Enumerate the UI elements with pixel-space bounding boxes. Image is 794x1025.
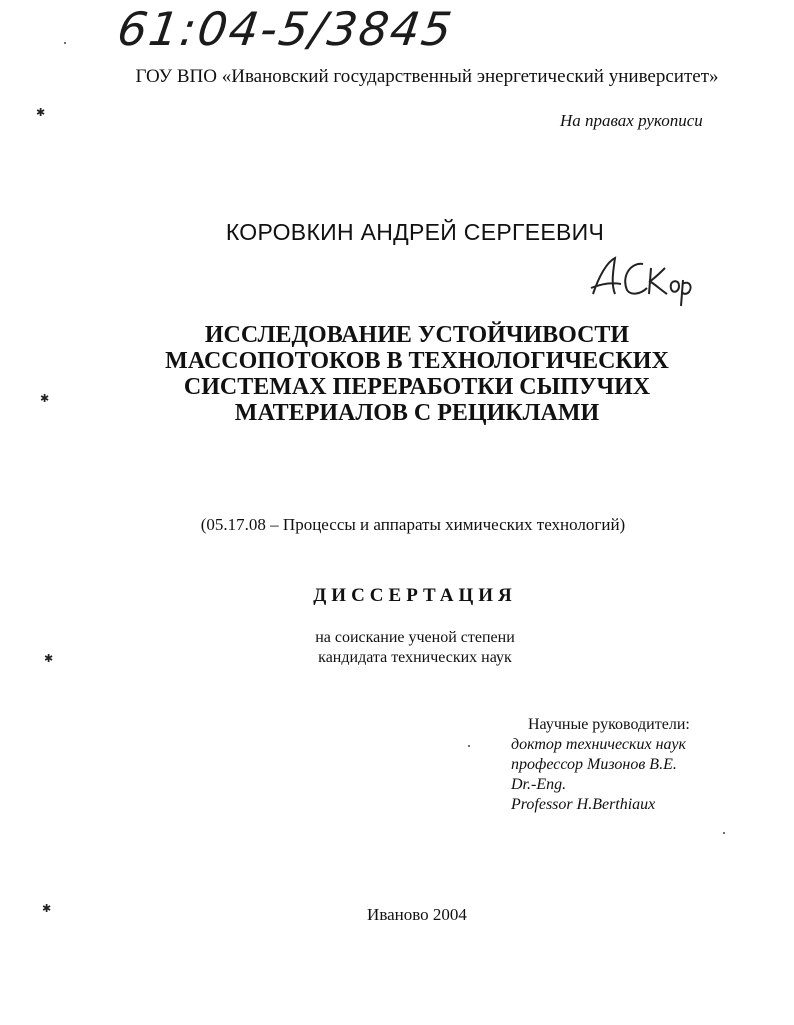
- scan-speck-3: [64, 42, 66, 44]
- rights-note: На правах рукописи: [560, 111, 703, 130]
- specialty-code: (05.17.08 – Процессы и аппараты химических технологий): [200, 515, 626, 534]
- scan-speck-1: [468, 745, 470, 747]
- title-line-2: МАССОПОТОКОВ В ТЕХНОЛОГИЧЕСКИХ: [165, 348, 669, 374]
- title-line-4: МАТЕРИАЛОВ С РЕЦИКЛАМИ: [234, 400, 600, 426]
- scan-mark-4: ✱: [42, 902, 52, 915]
- scan-mark-2: ✱: [40, 392, 50, 405]
- degree-statement: [18, 628, 794, 668]
- scientific-advisors: [511, 715, 690, 815]
- advisors-heading: Научные руководители:: [528, 716, 690, 733]
- scan-mark-1: ✱: [36, 106, 46, 119]
- scan-mark-3: ✱: [44, 652, 54, 665]
- degree-line-1: на соискание ученой степени: [315, 629, 515, 646]
- place-and-year: Иваново 2004: [367, 905, 467, 924]
- dissertation-title: [20, 322, 794, 426]
- author-name: КОРОВКИН АНДРЕЙ СЕРГЕЕВИЧ: [225, 219, 605, 245]
- scan-speck-2: [723, 832, 725, 834]
- handwritten-archive-number: 61:04-5/3845: [114, 2, 457, 56]
- document-type: ДИССЕРТАЦИЯ: [313, 585, 517, 606]
- organization-name: ГОУ ВПО «Ивановский государственный энергетический университет»: [135, 66, 719, 87]
- title-line-3: СИСТЕМАХ ПЕРЕРАБОТКИ СЫПУЧИХ: [183, 374, 651, 400]
- degree-line-2: кандидата технических наук: [318, 649, 512, 666]
- title-line-1: ИССЛЕДОВАНИЕ УСТОЙЧИВОСТИ: [204, 322, 630, 348]
- advisor-line-2: профессор Мизонов В.Е.: [511, 756, 677, 773]
- advisor-line-1: доктор технических наук: [511, 736, 686, 753]
- advisor-line-3: Dr.-Eng.: [511, 776, 567, 793]
- advisor-line-4: Professor H.Berthiaux: [511, 796, 656, 813]
- author-signature: [585, 250, 695, 315]
